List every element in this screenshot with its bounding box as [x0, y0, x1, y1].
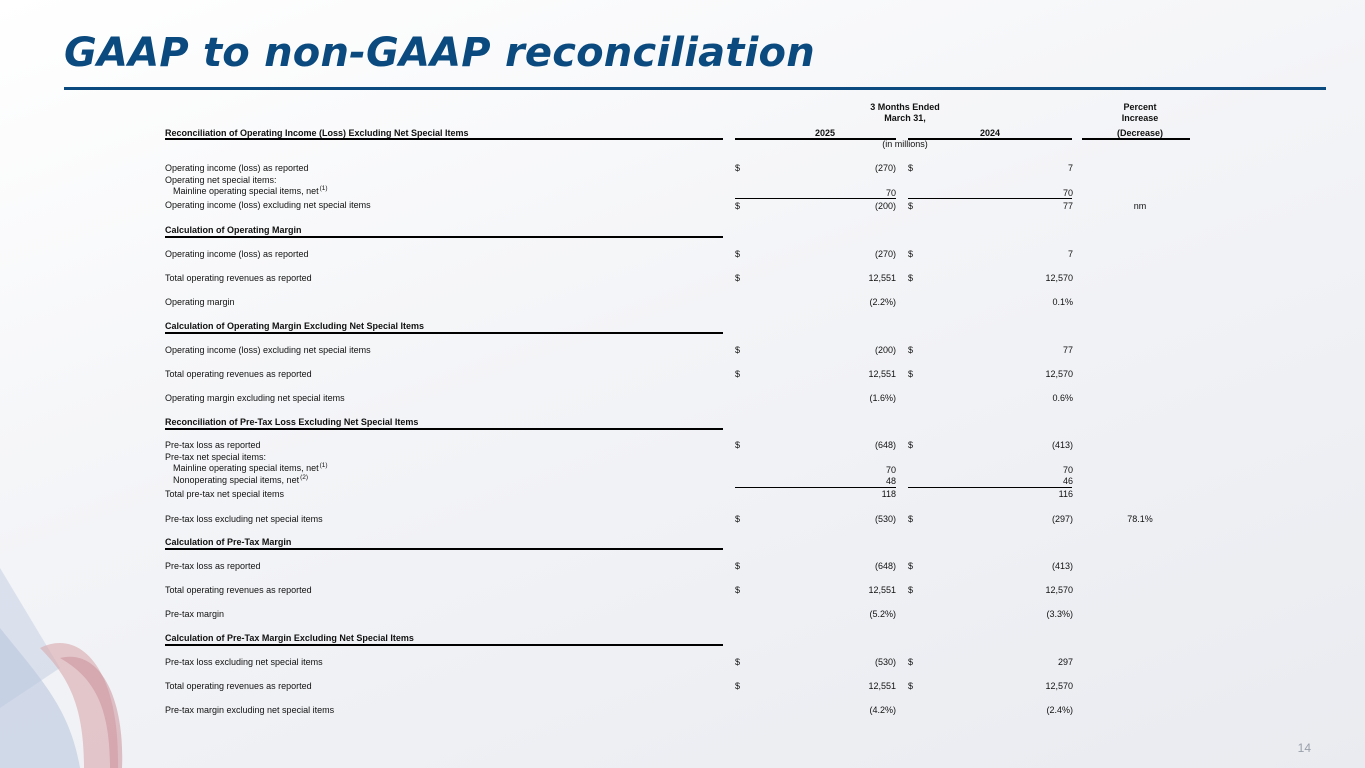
row-label: Total operating revenues as reported	[165, 273, 312, 283]
value-2024: 46	[1062, 476, 1073, 486]
row-label: Total operating revenues as reported	[165, 585, 312, 595]
dollar-2025: $	[735, 585, 741, 595]
row-label: Total operating revenues as reported	[165, 681, 312, 691]
subtotal-rule-2024	[908, 487, 1072, 488]
section-heading: Reconciliation of Pre-Tax Loss Excluding Net Special Items	[165, 417, 419, 427]
value-2025: (648)	[874, 440, 896, 450]
value-2024: 12,570	[1045, 273, 1073, 283]
row-label: Total pre-tax net special items	[165, 489, 285, 499]
header-rule-label	[165, 138, 723, 140]
value-2025: (2.2%)	[869, 297, 896, 307]
value-2025: (5.2%)	[869, 609, 896, 619]
section-rule	[165, 428, 723, 430]
section-rule	[165, 332, 723, 334]
row-label	[173, 186, 328, 198]
dollar-2024: $	[908, 163, 914, 173]
value-2025: 12,551	[868, 273, 896, 283]
section-rule	[165, 236, 723, 238]
header-pct-line2: Increase	[1121, 113, 1159, 123]
value-2025: (530)	[874, 657, 896, 667]
header-year-2024: 2024	[979, 128, 1001, 138]
dollar-2025: $	[735, 681, 741, 691]
value-2024: 70	[1062, 465, 1073, 475]
footnote-ref: (1)	[319, 185, 328, 192]
row-label: Operating net special items:	[165, 175, 277, 185]
value-2025: (1.6%)	[869, 393, 896, 403]
page-title: GAAP to non-GAAP reconciliation	[64, 30, 815, 76]
units-note: (in millions)	[882, 139, 928, 149]
header-rule-pct	[1082, 138, 1190, 140]
footnote-ref: (2)	[300, 474, 309, 481]
title-underline	[64, 87, 1326, 90]
dollar-2025: $	[735, 514, 741, 524]
row-label: Operating margin excluding net special items	[165, 393, 345, 403]
value-2024: 7	[1067, 163, 1073, 173]
value-2025: 70	[885, 188, 896, 198]
dollar-2025: $	[735, 201, 741, 211]
section-rule	[165, 644, 723, 646]
dollar-2024: $	[908, 440, 914, 450]
dollar-2025: $	[735, 657, 741, 667]
row-label	[173, 475, 308, 487]
value-2025: (200)	[874, 345, 896, 355]
row-label-text: Nonoperating special items, net	[173, 475, 300, 485]
section-heading: Calculation of Operating Margin Excluding Net Special Items	[165, 321, 425, 331]
row-label: Pre-tax margin excluding net special items	[165, 705, 335, 715]
value-2024: 12,570	[1045, 585, 1073, 595]
value-2024: 77	[1062, 201, 1073, 211]
value-2025: (270)	[874, 249, 896, 259]
value-2024: (297)	[1051, 514, 1073, 524]
row-label: Pre-tax net special items:	[165, 452, 267, 462]
section-heading: Calculation of Pre-Tax Margin	[165, 537, 292, 547]
dollar-2024: $	[908, 657, 914, 667]
dollar-2025: $	[735, 561, 741, 571]
header-year-2025: 2025	[814, 128, 836, 138]
dollar-2024: $	[908, 369, 914, 379]
dollar-2024: $	[908, 585, 914, 595]
dollar-2024: $	[908, 201, 914, 211]
dollar-2025: $	[735, 345, 741, 355]
row-label: Operating income (loss) excluding net special items	[165, 345, 371, 355]
value-2024: (2.4%)	[1046, 705, 1073, 715]
dollar-2025: $	[735, 369, 741, 379]
dollar-2025: $	[735, 440, 741, 450]
dollar-2025: $	[735, 273, 741, 283]
dollar-2024: $	[908, 514, 914, 524]
row-label: Operating income (loss) as reported	[165, 249, 309, 259]
dollar-2025: $	[735, 163, 741, 173]
value-2024: (413)	[1051, 561, 1073, 571]
row-label: Pre-tax margin	[165, 609, 225, 619]
row-label: Operating income (loss) excluding net special items	[165, 200, 371, 210]
value-2025: 70	[885, 465, 896, 475]
header-pct-line3: (Decrease)	[1116, 128, 1164, 138]
header-pct-line1: Percent	[1123, 102, 1157, 112]
row-label: Pre-tax loss excluding net special items	[165, 657, 323, 667]
dollar-2024: $	[908, 561, 914, 571]
percent-change: nm	[1133, 201, 1147, 211]
value-2024: 70	[1062, 188, 1073, 198]
value-2024: (3.3%)	[1046, 609, 1073, 619]
value-2025: (648)	[874, 561, 896, 571]
value-2025: (4.2%)	[869, 705, 896, 715]
row-label: Pre-tax loss excluding net special items	[165, 514, 323, 524]
value-2025: 12,551	[868, 369, 896, 379]
dollar-2024: $	[908, 249, 914, 259]
value-2024: 297	[1057, 657, 1073, 667]
header-row-label: Reconciliation of Operating Income (Loss) Excluding Net Special Items	[165, 128, 469, 138]
brand-swoosh-graphic	[0, 508, 180, 768]
row-label: Total operating revenues as reported	[165, 369, 312, 379]
value-2024: 77	[1062, 345, 1073, 355]
value-2024: 12,570	[1045, 369, 1073, 379]
value-2024: 7	[1067, 249, 1073, 259]
dollar-2025: $	[735, 249, 741, 259]
percent-change: 78.1%	[1127, 514, 1153, 524]
value-2025: 48	[885, 476, 896, 486]
value-2024: 116	[1058, 489, 1073, 499]
value-2025: 12,551	[868, 585, 896, 595]
section-heading: Calculation of Operating Margin	[165, 225, 302, 235]
value-2025: (270)	[874, 163, 896, 173]
row-label: Pre-tax loss as reported	[165, 561, 261, 571]
row-label: Operating income (loss) as reported	[165, 163, 309, 173]
subtotal-rule-2025	[735, 487, 896, 488]
page-number: 14	[1297, 741, 1311, 755]
subtotal-rule-2025	[735, 198, 896, 199]
value-2025: 118	[881, 489, 896, 499]
footnote-ref: (1)	[319, 462, 328, 469]
header-month-date: March 31,	[884, 113, 926, 123]
value-2024: 12,570	[1045, 681, 1073, 691]
section-rule	[165, 548, 723, 550]
section-heading: Calculation of Pre-Tax Margin Excluding Net Special Items	[165, 633, 414, 643]
value-2025: (200)	[874, 201, 896, 211]
value-2025: (530)	[874, 514, 896, 524]
row-label-text: Mainline operating special items, net	[173, 186, 319, 196]
dollar-2024: $	[908, 273, 914, 283]
row-label-text: Mainline operating special items, net	[173, 463, 319, 473]
value-2025: 12,551	[868, 681, 896, 691]
value-2024: 0.6%	[1052, 393, 1073, 403]
row-label: Pre-tax loss as reported	[165, 440, 261, 450]
value-2024: 0.1%	[1052, 297, 1073, 307]
dollar-2024: $	[908, 345, 914, 355]
header-months: 3 Months Ended	[870, 102, 940, 112]
subtotal-rule-2024	[908, 198, 1072, 199]
dollar-2024: $	[908, 681, 914, 691]
value-2024: (413)	[1051, 440, 1073, 450]
row-label: Operating margin	[165, 297, 235, 307]
